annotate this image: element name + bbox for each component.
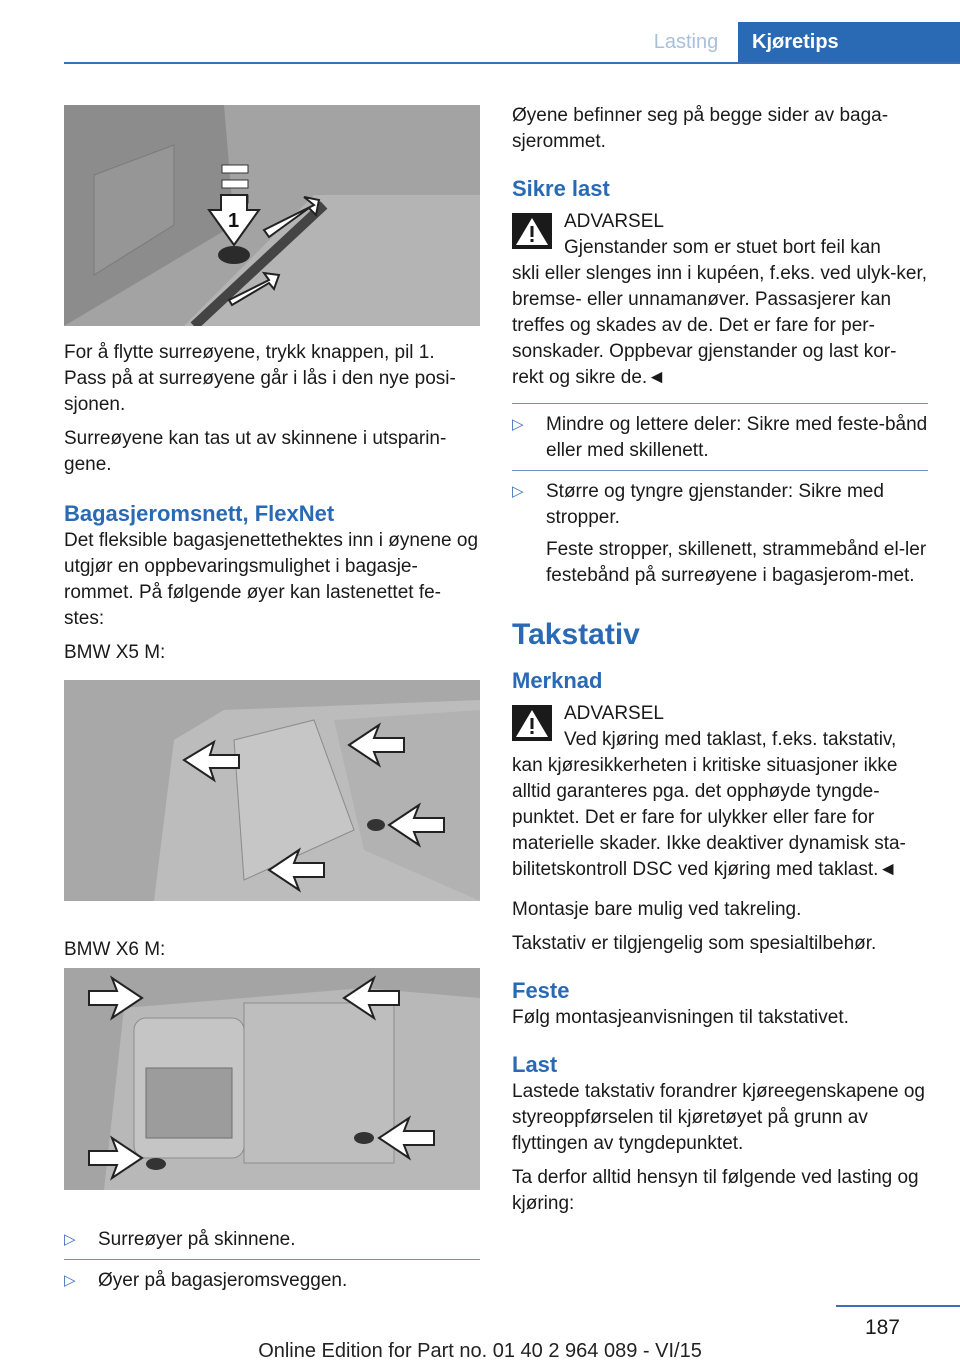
section-heading-merknad: Merknad — [512, 668, 603, 693]
bullet-triangle-icon: ▷ — [64, 1272, 76, 1289]
warning-triangle-icon — [512, 705, 552, 741]
header-tab-kjoretips: Kjøretips — [738, 22, 960, 62]
online-edition-note: Online Edition for Part no. 01 40 2 964 089 - VI/15 — [258, 1340, 702, 1362]
left-text-upper — [64, 340, 480, 674]
footer-rule — [836, 1305, 960, 1307]
section-heading-flexnet: Bagasjeromsnett, FlexNet — [64, 501, 335, 526]
paragraph: Følg montasjeanvisningen til takstativet. — [512, 1007, 849, 1028]
list-item: ▷ Øyer på bagasjeromsveggen. — [64, 1268, 480, 1294]
section-heading-last: Last — [512, 1052, 558, 1077]
warning-first-line: Ved kjøring med taklast, f.eks. takstativ, — [564, 729, 897, 750]
paragraph: Øyene befinner seg på begge sider av baga-sjerommet. — [512, 105, 889, 152]
paragraph: Ta derfor alltid hensyn til følgende ved lasting og kjøring: — [512, 1167, 919, 1214]
divider — [512, 403, 928, 404]
paragraph: Surreøyene kan tas ut av skinnene i utsparin-gene. — [64, 428, 447, 475]
warning-title: ADVARSEL — [564, 211, 664, 232]
header-tab-lasting: Lasting — [653, 31, 719, 53]
chapter-heading-takstativ: Takstativ — [512, 618, 640, 651]
section-heading-sikre-last: Sikre last — [512, 176, 610, 201]
figure-bmw-x6m-trunk — [64, 968, 480, 1190]
left-bullet-list — [64, 1227, 480, 1300]
right-column — [512, 103, 928, 1225]
warning-box — [512, 209, 928, 391]
warning-title: ADVARSEL — [564, 703, 664, 724]
paragraph: Lastede takstativ forandrer kjøreegenskapene og styreoppførselen til kjøretøyet på grunn av flyttingen av tyngdepunktet. — [512, 1081, 925, 1154]
caption-x5m: BMW X5 M: — [64, 642, 166, 663]
warning-text: skli eller slenges inn i kupéen, f.eks. ved ulyk-ker, bremse- eller unnamanøver. Passasjerer kan treffes og skades av de. Det er fare for per-sonskader. Oppbevar gjenstander og last kor-rekt og sikre de.◄ — [512, 263, 928, 388]
bullet-triangle-icon: ▷ — [512, 483, 524, 500]
header-rule — [64, 62, 960, 64]
warning-box — [512, 701, 928, 883]
figure-callout-1: 1 — [228, 210, 240, 232]
warning-triangle-icon — [512, 213, 552, 249]
figure-lashing-eye-rail — [64, 105, 480, 326]
paragraph: Montasje bare mulig ved takreling. — [512, 899, 802, 920]
list-item-extra: Feste stropper, skillenett, strammebånd el-ler festebånd på surreøyene i bagasjerom-met. — [546, 539, 927, 586]
divider — [64, 1259, 480, 1260]
bullet-triangle-icon: ▷ — [64, 1231, 76, 1248]
paragraph: Det fleksible bagasjenettethektes inn i øynene og utgjør en oppbevaringsmulighet i bagasje-rommet. På følgende øyer kan lastenettet fe-stes: — [64, 530, 479, 629]
page-number: 187 — [864, 1316, 900, 1339]
list-item: ▷ Surreøyer på skinnene. — [64, 1227, 480, 1253]
paragraph: Takstativ er tilgjengelig som spesialtilbehør. — [512, 933, 877, 954]
list-item: ▷ Større og tyngre gjenstander: Sikre med stropper. Feste stropper, skillenett, strammebånd el-ler festebånd på surreøyene i bagasjerom-met. — [512, 479, 928, 589]
figure-bmw-x5m-trunk — [64, 680, 480, 901]
warning-first-line: Gjenstander som er stuet bort feil kan — [564, 237, 881, 258]
bullet-triangle-icon: ▷ — [512, 416, 524, 433]
caption-x6m: BMW X6 M: — [64, 939, 166, 960]
divider — [512, 470, 928, 471]
list-item: ▷ Mindre og lettere deler: Sikre med feste-bånd eller med skillenett. — [512, 414, 928, 461]
paragraph: For å flytte surreøyene, trykk knappen, pil 1. Pass på at surreøyene går i lås i den nye posi-sjonen. — [64, 342, 456, 415]
warning-text: kan kjøresikkerheten i kritiske situasjoner ikke alltid garanteres pga. det opphøyde tyngde-punktet. Det er fare for ulykker eller fare for materielle skader. Ikke deaktiver dynamisk sta-bilitetskontroll DSC ved kjøring med taklast.◄ — [512, 755, 906, 880]
section-heading-feste: Feste — [512, 978, 570, 1003]
